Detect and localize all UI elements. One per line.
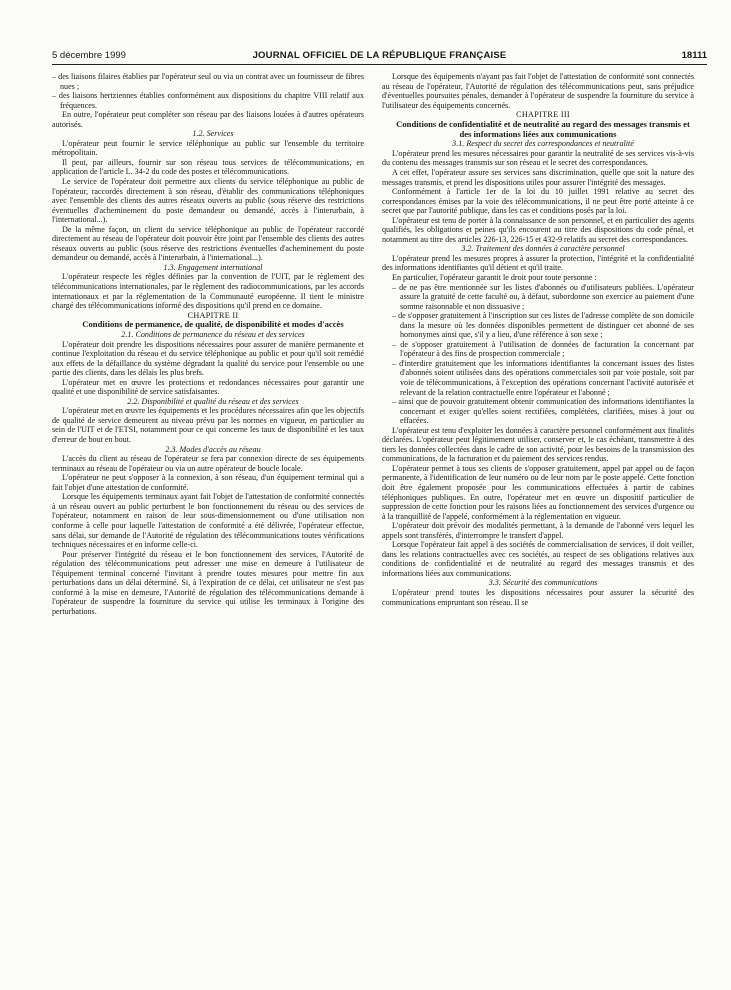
section-heading: 3.2. Traitement des données à caractère personnel xyxy=(461,244,625,254)
list-item: – de ne pas être mentionnée sur les listes d'abonnés ou d'utilisateurs publiées. L'opérateur assure la gratuité de cette faculté ou, à défaut, subordonne son exercice au paiement d'une somme raisonnable et non dissuasive ; xyxy=(392,282,694,311)
section-heading: 2.1. Conditions de permanence du réseau et des services xyxy=(121,330,305,340)
paragraph: Pour préserver l'intégrité du réseau et le bon fonctionnement des services, l'Autorité de régulation des télécommunications peut adresser une mise en demeure à l'utilisateur de l'équipement terminal concerné l'invitant à prendre toutes mesures pour mettre fin aux perturbations dans un délai déterminé. Si, à l'expiration de ce délai, cet utilisateur ne s'est pas conformé à la mise en demeure, l'Autorité de régulation des télécommunications demande à l'opérateur de suspendre la fourniture du service qui utilise les terminaux à l'origine des perturbations. xyxy=(52,549,364,616)
paragraph: L'opérateur est tenu d'exploiter les données à caractère personnel conformément aux finalités déclarées. L'opérateur peut légitimement utiliser, conserver et, le cas échéant, transmettre à des tiers les données collectées dans le cadre de son activité, pour les besoins de la transmission des communications, de la facturation et du paiement des services rendus. xyxy=(382,425,694,464)
chapter-title: Conditions de permanence, de qualité, de disponibilité et modes d'accès xyxy=(82,319,344,330)
paragraph: L'opérateur permet à tous ses clients de s'opposer gratuitement, appel par appel ou de façon permanente, à l'identification de leur numéro ou de leur nom par le poste appelé. Cette fonction doit être également proposée pour les communications effectuées à partir de cabines téléphoniques publiques. En outre, l'opérateur met en œuvre un dispositif particulier de suppression de cette fonction pour les raisons liées au fonctionnement des services d'urgence ou à la tranquillité de l'appelé, conformément à la réglementation en vigueur. xyxy=(382,463,694,521)
section-heading: 2.3. Modes d'accès au réseau xyxy=(165,444,261,454)
chapter-label: CHAPITRE II xyxy=(187,310,239,320)
list-item: – des liaisons filaires établies par l'opérateur seul ou via un contrat avec un fournisseur de fibres nues ; xyxy=(52,72,364,91)
paragraph: L'opérateur doit prévoir des modalités permettant, à la demande de l'abonné vers lequel les appels sont transférés, d'interrompre le transfert d'appel. xyxy=(382,521,694,540)
right-column xyxy=(382,72,694,607)
list-item: – ainsi que de pouvoir gratuitement obtenir communication des informations identifiantes la concernant et exiger qu'elles soient rectifiées, complétées, clarifiées, mises à jour ou effacées. xyxy=(392,397,694,426)
chapter-title: Conditions de confidentialité et de neutralité au regard des messages transmis et des informations liées aux communications xyxy=(396,118,690,139)
paragraph: L'accès du client au réseau de l'opérateur se fera par connexion directe de ses équipements terminaux au réseau de l'opérateur ou via un autre opérateur de boucle locale. xyxy=(52,454,364,473)
paragraph: L'opérateur doit prendre les dispositions nécessaires pour assurer de manière permanente et continue l'exploitation du réseau et du service téléphonique au public et pour qu'il soit remédié aux effets de la défaillance du système dégradant la qualité du service pour l'ensemble ou une partie des clients, dans les délais les plus brefs. xyxy=(52,339,364,378)
section-heading: 2.2. Disponibilité et qualité du réseau et des services xyxy=(127,396,299,406)
paragraph: L'opérateur est tenu de porter à la connaissance de son personnel, et en particulier des agents qualifiés, les obligations et peines qu'ils encourent au titre des dispositions du code pénal, et notamment au titre des articles 226-13, 226-15 et 432-9 relatifs au secret des correspondances. xyxy=(382,215,694,244)
section-heading: 3.3. Sécurité des communications xyxy=(488,578,598,588)
paragraph: L'opérateur prend les mesures nécessaires pour garantir la neutralité de ses services vis-à-vis du contenu des messages transmis sur son réseau et le secret des correspondances. xyxy=(382,148,694,168)
page-header xyxy=(52,50,707,65)
paragraph: Lorsque l'opérateur fait appel à des sociétés de commercialisation de services, il doit veiller, dans les relations contractuelles avec ces sociétés, au respect de ses obligations relatives aux conditions de confidentialité et de neutralité au regard des messages transmis et des informations liées aux communications. xyxy=(382,540,694,578)
paragraph: L'opérateur met en œuvre les protections et redondances nécessaires pour garantir une qualité et une disponibilité de service satisfaisantes. xyxy=(52,377,364,397)
paragraph: A cet effet, l'opérateur assure ses services sans discrimination, quelle que soit la nature des messages transmis, et prend les dispositions utiles pour assurer l'intégrité des messages. xyxy=(382,167,694,187)
paragraph: En particulier, l'opérateur garantit le droit pour toute personne : xyxy=(392,272,597,282)
paragraph: Lorsque des équipements n'ayant pas fait l'objet de l'attestation de conformité sont connectés au réseau de l'opérateur, l'Autorité de régulation des télécommunications peut, sans préjudice d'éventuelles poursuites pénales, demander à l'opérateur de suspendre la fourniture du service à l'utilisateur des équipements concernés. xyxy=(382,72,694,110)
paragraph: En outre, l'opérateur peut compléter son réseau par des liaisons louées à d'autres opérateurs autorisés. xyxy=(52,110,364,129)
list-item: – des liaisons hertziennes établies conformément aux dispositions du chapitre VIII relatif aux fréquences. xyxy=(52,91,364,110)
section-heading: 3.1. Respect du secret des correspondances et neutralité xyxy=(452,139,634,149)
list-item: – de s'opposer gratuitement à l'utilisation de données de facturation la concernant par l'opérateur à des fins de prospection commerciale ; xyxy=(392,339,694,359)
chapter-label: CHAPITRE III xyxy=(516,110,570,120)
page-number: 18111 xyxy=(681,50,707,61)
paragraph: L'opérateur peut fournir le service téléphonique au public sur l'ensemble du territoire métropolitain. xyxy=(52,138,364,158)
section-heading: 1.3. Engagement international xyxy=(163,262,263,272)
paragraph: L'opérateur prend toutes les dispositions nécessaires pour assurer la sécurité des communications empruntant son réseau. Il se xyxy=(382,588,694,607)
paragraph: L'opérateur respecte les règles définies par la convention de l'UIT, par le règlement des télécommunications internationales, par le règlement des radiocommunications, par les accords internationaux et par la réglementation de la Communauté européenne. Il tient le ministre chargé des télécommunications informé des dispositions qu'il prend en ce domaine. xyxy=(52,272,364,311)
paragraph: Le service de l'opérateur doit permettre aux clients du service téléphonique au public de l'opérateur, raccordés directement à son réseau, d'établir des communications téléphoniques avec l'ensemble des clients des autres réseaux ouverts au public (sous réserve des restrictions éventuelles d'acheminement du poste demandeur ou demandé, accès à l'interurbain, à l'international...). xyxy=(52,177,364,225)
paragraph: Il peut, par ailleurs, fournir sur son réseau tous services de télécommunications, en application de l'article L. 34-2 du code des postes et télécommunications. xyxy=(52,157,364,177)
list-item: – de s'opposer gratuitement à l'inscription sur ces listes de l'adresse complète de son domicile dans la mesure où les données disponibles permettent de distinguer cet abonné de ses homonymes ainsi que, s'il y a lieu, d'une référence à son sexe ; xyxy=(392,311,694,340)
list-item: – d'interdire gratuitement que les informations identifiantes la concernant issues des listes d'abonnés soient utilisées dans des opérations commerciales soit par voie postale, soit par voie de télécommunications, à l'exception des opérations concernant l'activité autorisée et relevant de la relation contractuelle entre l'opérateur et l'abonné ; xyxy=(392,358,694,397)
paragraph: Lorsque les équipements terminaux ayant fait l'objet de l'attestation de conformité connectés à un réseau ouvert au public perturbent le bon fonctionnement du réseau ou des services de l'opérateur, notamment en raison de leur sous-dimensionnement ou d'une utilisation non conforme à celle pour laquelle l'attestation de conformité a été délivrée, l'opérateur effectue, sans délai, sur demande de l'Autorité de régulation des télécommunications toutes vérifications techniques nécessaires et en informe celle-ci. xyxy=(52,492,364,550)
paragraph: De la même façon, un client du service téléphonique au public de l'opérateur raccordé directement au réseau de l'opérateur doit pouvoir être joint par l'ensemble des clients des autres réseaux ouverts au public (sous réserve des restrictions éventuelles d'acheminement du poste demandeur ou demandé, accès à l'interurbain, à l'international...). xyxy=(52,224,364,263)
section-heading: 1.2. Services xyxy=(192,129,234,139)
paragraph: L'opérateur ne peut s'opposer à la connexion, à son réseau, d'un équipement terminal qui a fait l'objet d'une attestation de conformité. xyxy=(52,473,364,492)
left-column xyxy=(52,72,364,616)
paragraph: Conformément à l'article 1er de la loi du 10 juillet 1991 relative au secret des correspondances émises par la voie des télécommunications, il ne peut être porté atteinte à ce secret que par l'autorité publique, dans les cas et conditions posés par la loi. xyxy=(382,187,694,216)
paragraph: L'opérateur met en œuvre les équipements et les procédures nécessaires afin que les objectifs de qualité de service demeurent au niveau prévu par les normes en vigueur, en particulier au sein de l'UIT et de l'ETSI, notamment pour ce qui concerne les taux de disponibilité et les taux d'erreur de bout en bout. xyxy=(52,406,364,445)
issue-date: 5 décembre 1999 xyxy=(52,50,126,61)
journal-title: JOURNAL OFFICIEL DE LA RÉPUBLIQUE FRANÇAISE xyxy=(252,50,507,61)
paragraph: L'opérateur prend les mesures propres à assurer la protection, l'intégrité et la confidentialité des informations identifiantes qu'il détient et qu'il traite. xyxy=(382,253,694,273)
